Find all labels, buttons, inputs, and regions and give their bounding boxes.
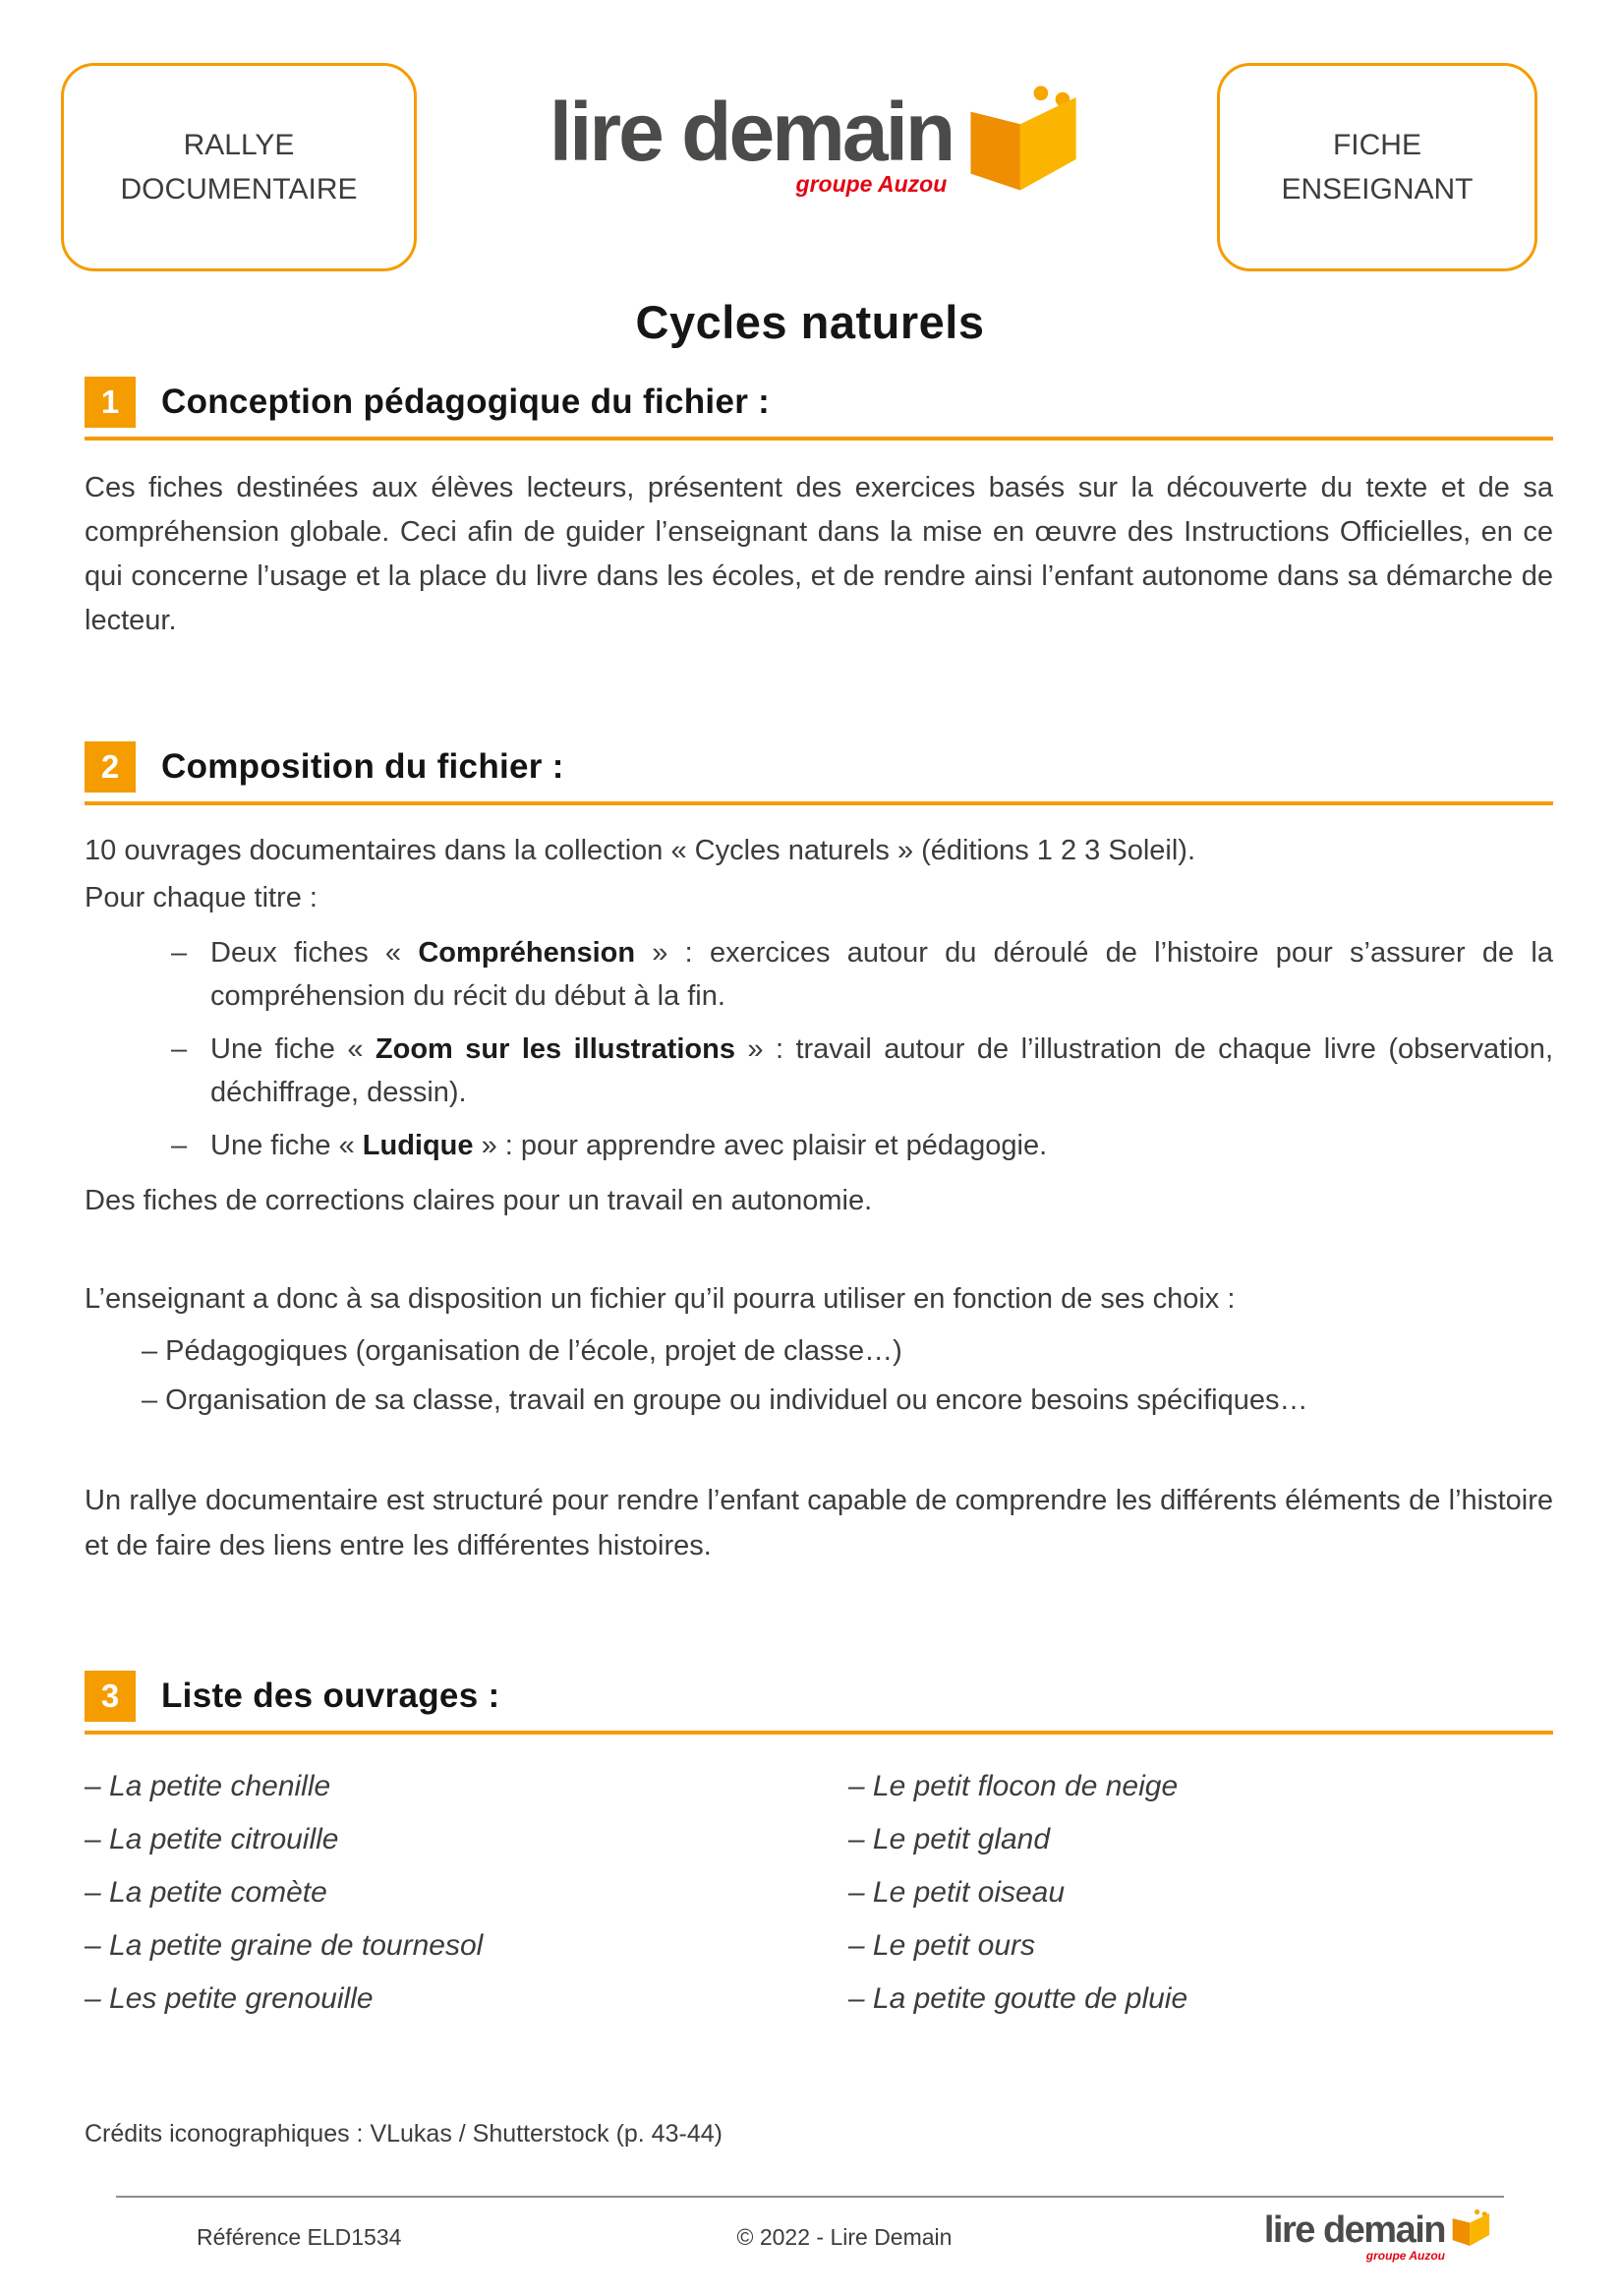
list-item: [171, 931, 1553, 1018]
bullet-dash: –: [171, 1130, 188, 1161]
logo-wordmark: lire demain: [549, 86, 954, 178]
section-2-header: [85, 741, 1553, 805]
list-item: – La petite citrouille: [85, 1823, 339, 1855]
reference-code: Référence ELD1534: [197, 2223, 402, 2250]
bullet-text: Une fiche « Ludique » : pour apprendre avec plaisir et pédagogie.: [210, 1130, 1048, 1161]
book-list: [85, 1760, 1553, 2026]
book-list-left-column: [85, 1760, 848, 2026]
logo-groupe-auzou: groupe Auzou: [795, 171, 948, 198]
list-item: – La petite goutte de pluie: [847, 1982, 1188, 2015]
header: [0, 0, 1620, 271]
page-title: Cycles naturels: [635, 296, 985, 348]
footer-lire-demain-logo: [1061, 2211, 1492, 2263]
badge-line: FICHE: [1332, 129, 1421, 161]
section-2-intro-line: Pour chaque titre :: [85, 882, 318, 913]
section-1-header: [85, 377, 1553, 441]
main-content: [0, 377, 1620, 2149]
list-item: – Le petit oiseau: [847, 1876, 1066, 1909]
list-item: – Les petite grenouille: [85, 1982, 374, 2015]
footer-row: [0, 2198, 1620, 2263]
section-number-badge: 2: [85, 741, 136, 793]
corrections-line: Des fiches de corrections claires pour un travail en autonomie.: [85, 1185, 873, 1216]
badge-line: DOCUMENTAIRE: [120, 173, 358, 206]
section-number-badge: 1: [85, 377, 136, 428]
iconography-credits: Crédits iconographiques : VLukas / Shutterstock (p. 43-44): [85, 2120, 723, 2148]
list-item: – Organisation de sa classe, travail en groupe ou individuel ou encore besoins spécifiques…: [142, 1384, 1308, 1416]
enseignant-line: L’enseignant a donc à sa disposition un fichier qu’il pourra utiliser en fonction de ses choix :: [85, 1283, 1236, 1315]
section-2-title: Composition du fichier :: [161, 747, 564, 786]
fiche-bullet-list: [171, 931, 1553, 1167]
footer-logo-text-wrap: [1264, 2211, 1445, 2263]
lire-demain-logo: [550, 88, 1085, 198]
badge-line: RALLYE: [183, 129, 295, 161]
section-2-intro-line: 10 ouvrages documentaires dans la collection « Cycles naturels » (éditions 1 2 3 Soleil).: [85, 835, 1196, 866]
section-1-paragraph: Ces fiches destinées aux élèves lecteurs, présentent des exercices basés sur la découverte du texte et de sa compréhension globale. Ceci afin de guider l’enseignant dans la mise en œuvre des Instructions Officielles, en ce qui concerne l’usage et la place du livre dans les écoles, et de rendre ainsi l’enfant autonome dans sa démarche de lecteur.: [85, 472, 1553, 636]
logo-text-wrap: [550, 88, 954, 198]
book-list-right-column: [848, 1760, 1553, 2026]
choices-list: [142, 1326, 1553, 1425]
bullet-text: Deux fiches « Compréhension » : exercices autour du déroulé de l’histoire pour s’assurer de la compréhension du récit du début à la fin.: [210, 937, 1553, 1012]
list-item: [171, 1124, 1553, 1167]
copyright-text: © 2022 - Lire Demain: [736, 2223, 953, 2250]
bullet-dash: –: [171, 1033, 188, 1065]
list-item: [171, 1028, 1553, 1114]
section-3-header: [85, 1671, 1553, 1735]
footer-logo-groupe-auzou: groupe Auzou: [1365, 2249, 1445, 2263]
list-item: – La petite comète: [85, 1876, 327, 1909]
badge-line: ENSEIGNANT: [1281, 173, 1474, 206]
rallye-documentaire-badge: [61, 63, 417, 271]
bullet-dash: –: [171, 937, 188, 969]
section-1-title: Conception pédagogique du fichier :: [161, 383, 771, 421]
section-3-title: Liste des ouvrages :: [161, 1677, 500, 1715]
section-number-badge: 3: [85, 1671, 136, 1722]
fiche-enseignant-badge: [1217, 63, 1537, 271]
open-book-icon: [960, 83, 1084, 197]
section-2-closing-paragraph: Un rallye documentaire est structuré pour rendre l’enfant capable de comprendre les différents éléments de l’histoire et de faire des liens entre les différentes histoires.: [85, 1485, 1553, 1561]
list-item: – La petite chenille: [85, 1770, 331, 1802]
list-item: – Le petit gland: [847, 1823, 1051, 1855]
list-item: – Pédagogiques (organisation de l’école, projet de classe…): [142, 1335, 902, 1367]
list-item: – Le petit ours: [847, 1929, 1035, 1962]
footer-logo-wordmark: lire demain: [1263, 2209, 1445, 2251]
open-book-icon: [1449, 2208, 1492, 2249]
list-item: – Le petit flocon de neige: [847, 1770, 1179, 1802]
bullet-text: Une fiche « Zoom sur les illustrations » : travail autour de l’illustration de chaque livre (observation, déchiffrage, dessin).: [210, 1033, 1553, 1108]
list-item: – La petite graine de tournesol: [85, 1929, 484, 1962]
footer: [0, 2196, 1620, 2296]
